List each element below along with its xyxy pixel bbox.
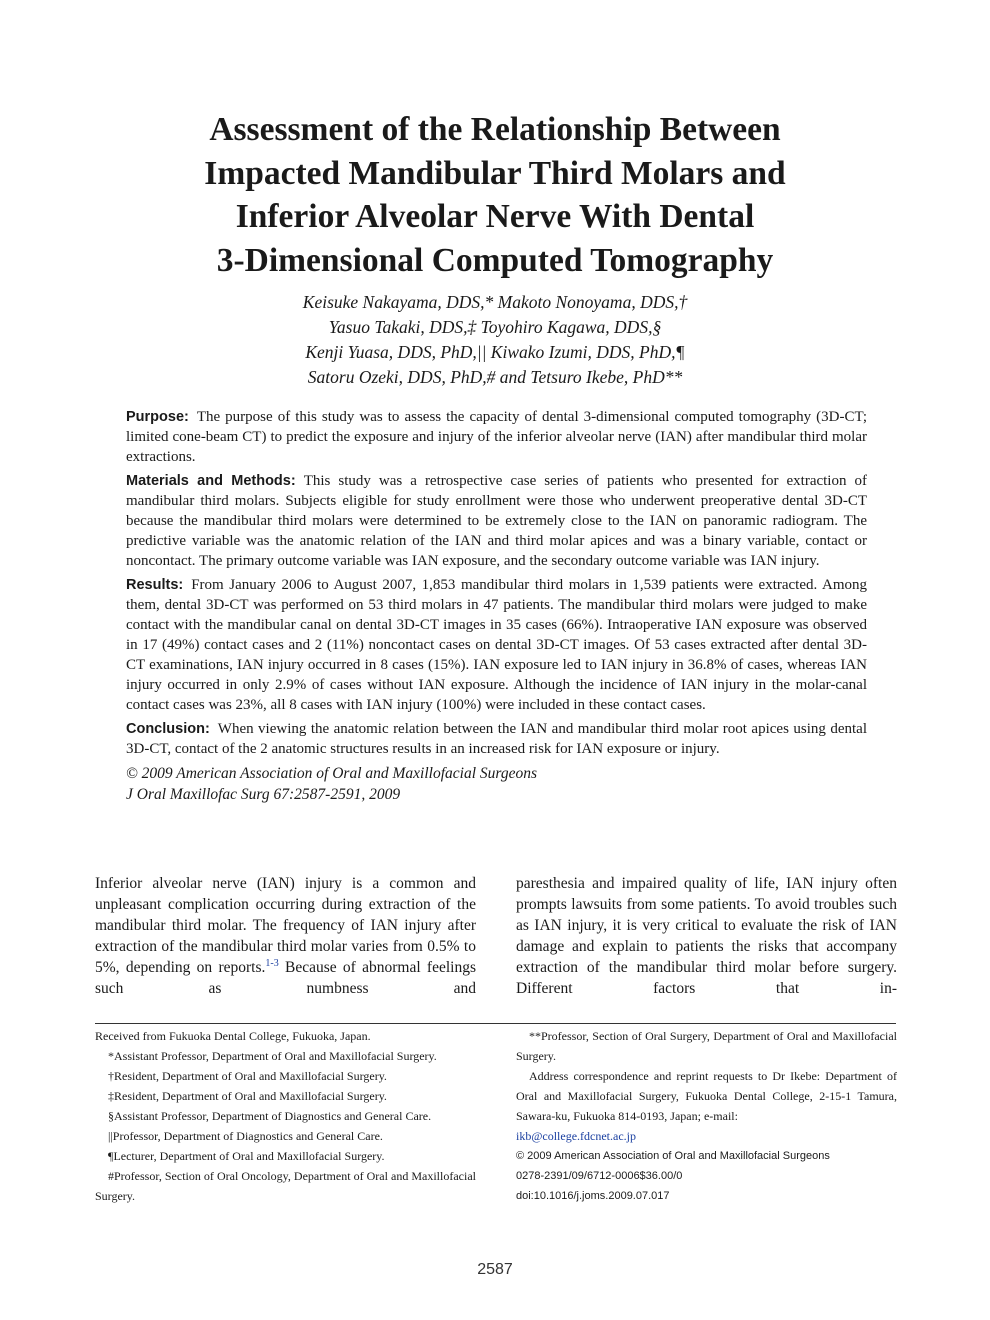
purpose-text: The purpose of this study was to assess the capacity of dental 3-dimensional computed tomography (3D-CT; limited cone-beam CT) to predict the exposure and injury of the inferior alveolar nerve (IAN) after mandibular third molar extractions.: [126, 409, 867, 465]
body-text: Because of abnormal feelings such as numbness and: [95, 959, 476, 997]
footnote: ¶Lecturer, Department of Oral and Maxillofacial Surgery.: [108, 1149, 385, 1163]
title-line: 3-Dimensional Computed Tomography: [216, 241, 774, 279]
doi: doi:10.1016/j.joms.2009.07.017: [516, 1190, 670, 1202]
results-text: From January 2006 to August 2007, 1,853 mandibular third molars in 1,539 patients were extracted. Among them, dental 3D-CT was performed on 53 third molars in 47 patients. The mandibular third molars were judged to make contact with the mandibular canal on dental 3D-CT images in 35 cases (66%). Intraoperative IAN exposure was observed in 17 (49%) contact cases and 2 (11%) noncontact cases on dental 3D-CT images. Of 53 cases extracted after dental 3D-CT examinations, IAN injury occurred in 8 cases (15%). IAN exposure led to IAN injury in 36.8% of cases, whereas IAN injury occurred in only 2.9% of cases without IAN exposure. Although the incidence of IAN injury in the molar-canal contact cases was 23%, all 8 cases with IAN injury (100%) were included in these contact cases.: [126, 577, 867, 713]
reference-link[interactable]: 1-3: [265, 957, 279, 969]
methods-text: This study was a retrospective case series of patients who presented for extraction of mandibular third molars. Subjects eligible for study enrollment were those who underwent preoperative dental 3D-CT because the mandibular third molars were determined to be extremely close to the IAN on panoramic radiogram. The predictive variable was the anatomic relation of the IAN and third molar apices and was a binary variable, contact or noncontact. The primary outcome variable was IAN exposure, and the secondary outcome variable was IAN injury.: [126, 473, 867, 569]
footnote-copyright: © 2009 American Association of Oral and Maxillofacial Surgeons: [516, 1150, 830, 1162]
citation: [126, 763, 867, 805]
abstract-purpose: [126, 407, 867, 467]
title-line: Inferior Alveolar Nerve With Dental: [235, 198, 755, 235]
footnote: †Resident, Department of Oral and Maxillofacial Surgery.: [108, 1069, 387, 1083]
conclusion-label: Conclusion:: [126, 721, 210, 737]
footnote-divider: [95, 1023, 896, 1024]
author-list: [95, 290, 895, 390]
article-title: [95, 108, 895, 282]
footnote: ‡Resident, Department of Oral and Maxillofacial Surgery.: [108, 1089, 387, 1103]
page-number: 2587: [477, 1261, 513, 1278]
issn: 0278-2391/09/6712-0006$36.00/0: [516, 1170, 683, 1182]
body-text: Inferior alveolar nerve (IAN) injury is a common and unpleasant complication occurring during extraction of the mandibular third molar. The frequency of IAN injury after extraction of the mandibular third molar varies from 0.5% to 5%, depending on reports.: [95, 875, 476, 976]
body-column-right: [516, 873, 897, 999]
purpose-label: Purpose:: [126, 409, 189, 425]
author-line: Keisuke Nakayama, DDS,* Makoto Nonoyama, DDS,†: [302, 292, 688, 312]
footnotes-left: [95, 1026, 476, 1206]
footnote: §Assistant Professor, Department of Diagnostics and General Care.: [108, 1109, 432, 1123]
footnote: #Professor, Section of Oral Oncology, Department of Oral and Maxillofacial Surgery.: [95, 1169, 476, 1203]
email-link[interactable]: ikb@college.fdcnet.ac.jp: [516, 1129, 636, 1143]
footnote: Received from Fukuoka Dental College, Fukuoka, Japan.: [95, 1029, 371, 1043]
footnote: **Professor, Section of Oral Surgery, Department of Oral and Maxillofacial Surgery.: [516, 1029, 897, 1063]
abstract: [126, 407, 867, 805]
body-text: paresthesia and impaired quality of life, IAN injury often prompts lawsuits from some patients. To avoid troubles such as IAN injury, it is very critical to evaluate the risk of IAN damage and explain to patients the risks that accompany extraction of the mandibular third molar before surgery. Different factors that in-: [516, 875, 897, 997]
correspondence-address: Address correspondence and reprint requests to Dr Ikebe: Department of Oral and Maxillofacial Surgery, Fukuoka Dental College, 2-15-1 Tamura, Sawara-ku, Fukuoka 814-0193, Japan; e-mail:: [516, 1069, 897, 1123]
author-line: Satoru Ozeki, DDS, PhD,# and Tetsuro Ikebe, PhD**: [307, 367, 683, 387]
methods-label: Materials and Methods:: [126, 473, 296, 489]
author-line: Yasuo Takaki, DDS,‡ Toyohiro Kagawa, DDS,§: [328, 317, 662, 337]
journal-reference: J Oral Maxillofac Surg 67:2587-2591, 2009: [126, 786, 401, 803]
author-line: Kenji Yuasa, DDS, PhD,|| Kiwako Izumi, DDS, PhD,¶: [305, 342, 685, 362]
conclusion-text: When viewing the anatomic relation between the IAN and mandibular third molar root apices using dental 3D-CT, contact of the 2 anatomic structures results in an increased risk for IAN exposure or injury.: [126, 721, 867, 757]
abstract-copyright: © 2009 American Association of Oral and Maxillofacial Surgeons: [126, 765, 538, 782]
email-link-row: [516, 1126, 897, 1146]
footnote: *Assistant Professor, Department of Oral and Maxillofacial Surgery.: [108, 1049, 437, 1063]
footnote: ||Professor, Department of Diagnostics and General Care.: [108, 1129, 383, 1143]
body-column-left: [95, 873, 476, 999]
abstract-conclusion: [126, 719, 867, 759]
abstract-methods: [126, 471, 867, 571]
abstract-results: [126, 575, 867, 715]
footnotes-right: [516, 1026, 897, 1206]
title-line: Impacted Mandibular Third Molars and: [204, 154, 786, 192]
results-label: Results:: [126, 577, 184, 593]
title-line: Assessment of the Relationship Between: [209, 111, 781, 148]
